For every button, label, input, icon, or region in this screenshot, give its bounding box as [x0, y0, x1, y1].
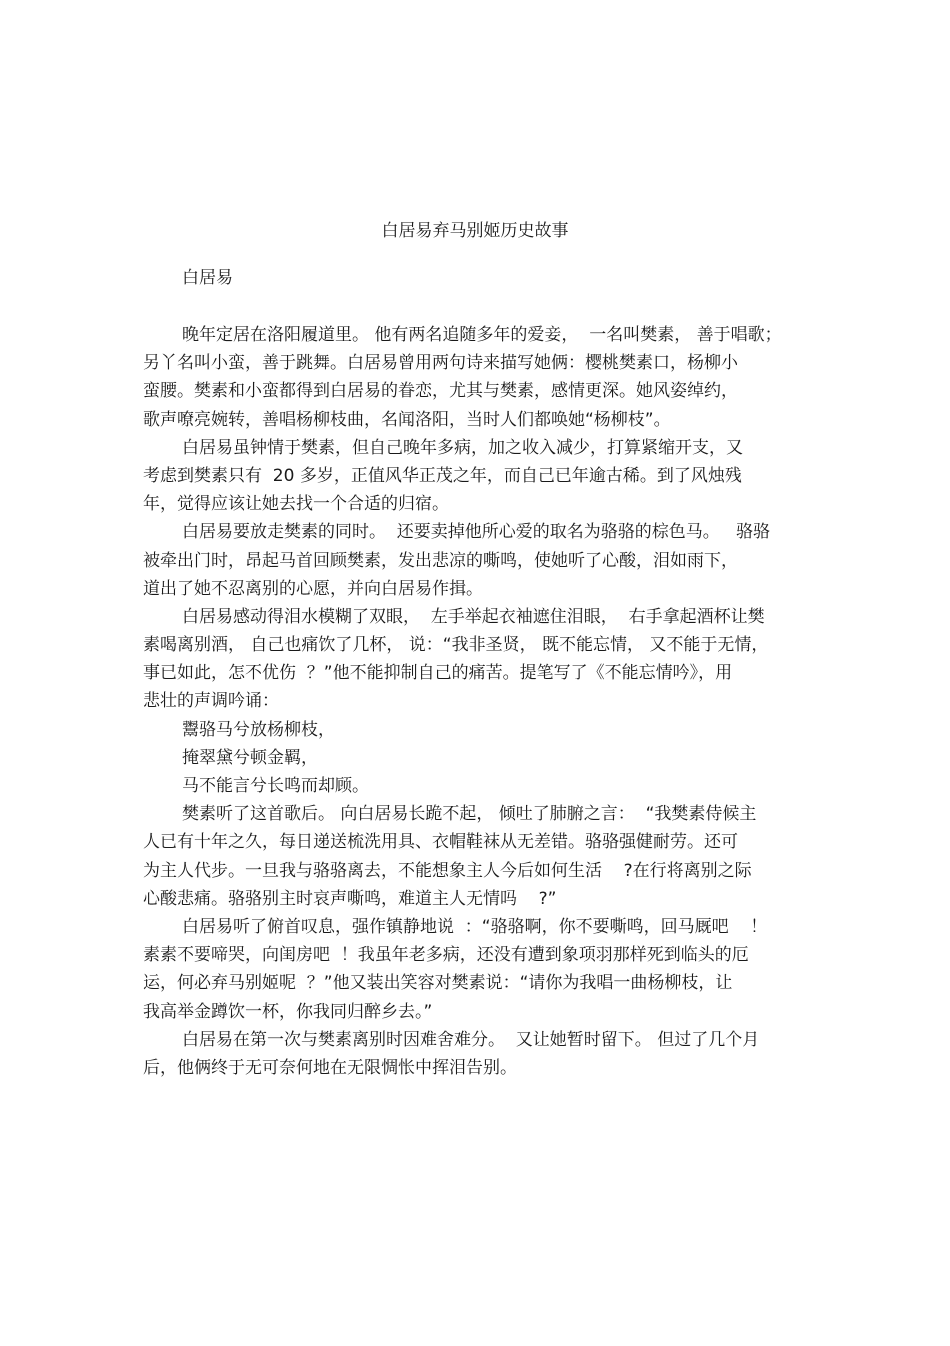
story-body	[143, 321, 813, 1082]
text-line: 白居易听了俯首叹息，强作镇静地说 ：“骆骆啊，你不要嘶鸣，回马厩吧 ！	[182, 916, 768, 937]
text-line: 事已如此，怎不优伤 ？”他不能抑制自己的痛苦。提笔写了《不能忘情吟》，用	[143, 663, 733, 684]
text-line: 鬻骆马兮放杨柳枝，	[182, 719, 335, 740]
text-line: 素喝离别酒， 自己也痛饮了几杯， 说：“我非圣贤， 既不能忘情， 又不能于无情，	[143, 635, 769, 656]
text-line: 考虑到樊素只有 20 多岁，正值风华正茂之年，而自己已年逾古稀。到了风烛残	[143, 465, 742, 486]
text-line: 白居易虽钟情于樊素，但自己晚年多病，加之收入减少，打算紧缩开支，又	[182, 437, 743, 458]
text-line: 人已有十年之久，每日递送梳洗用具、衣帽鞋袜从无差错。骆骆强健耐劳。还可	[143, 832, 738, 853]
text-line: 心酸悲痛。骆骆别主时哀声嘶鸣，难道主人无情吗 ?”	[143, 888, 557, 909]
text-line: 后，他俩终于无可奈何地在无限惆怅中挥泪告别。	[143, 1057, 517, 1078]
author-name: 白居易	[182, 268, 233, 288]
text-line: 歌声嘹亮婉转，善唱杨柳枝曲，名闻洛阳，当时人们都唤她“杨柳枝”。	[143, 409, 671, 430]
text-line: 道出了她不忍离别的心愿，并向白居易作揖。	[143, 578, 483, 599]
text-line: 晚年定居在洛阳履道里。 他有两名追随多年的爱妾， 一名叫樊素， 善于唱歌；	[182, 325, 782, 345]
text-line: 马不能言兮长鸣而却顾。	[182, 776, 369, 796]
text-line: 年，觉得应该让她去找一个合适的归宿。	[143, 494, 449, 515]
text-line: 另丫名叫小蛮，善于跳舞。白居易曾用两句诗来描写她俩：樱桃樊素口，杨柳小	[143, 353, 738, 374]
text-line: 被牵出门时，昂起马首回顾樊素，发出悲凉的嘶鸣，使她听了心酸，泪如雨下，	[143, 550, 738, 571]
text-line: 悲壮的声调吟诵：	[143, 691, 279, 712]
text-line: 白居易要放走樊素的同时。 还要卖掉他所心爱的取名为骆骆的棕色马。 骆骆	[182, 522, 771, 543]
text-line: 我高举金蹲饮一杯，你我同归醉乡去。”	[143, 1001, 433, 1022]
text-line: 运，何必弃马别姬呢 ？”他又装出笑容对樊素说：“请你为我唱一曲杨柳枝，让	[143, 973, 733, 994]
text-line: 蛮腰。樊素和小蛮都得到白居易的眷恋，尤其与樊素，感情更深。她风姿绰约，	[143, 381, 738, 402]
text-line: 樊素听了这首歌后。 向白居易长跪不起， 倾吐了肺腑之言： “我樊素侍候主	[182, 804, 757, 825]
text-line: 白居易在第一次与樊素离别时因难舍难分。 又让她暂时留下。 但过了几个月	[182, 1029, 760, 1050]
page-title: 白居易弃马别姬历史故事	[381, 221, 569, 241]
text-line: 为主人代步。一旦我与骆骆离去，不能想象主人今后如何生活 ?在行将离别之际	[143, 860, 752, 881]
text-line: 素素不要啼哭，向闺房吧 ！我虽年老多病，还没有遭到象项羽那样死到临头的厄	[143, 945, 749, 966]
text-line: 掩翠黛兮顿金羁，	[182, 747, 318, 768]
text-line: 白居易感动得泪水模糊了双眼， 左手举起衣袖遮住泪眼， 右手拿起酒杯让樊	[182, 606, 765, 627]
